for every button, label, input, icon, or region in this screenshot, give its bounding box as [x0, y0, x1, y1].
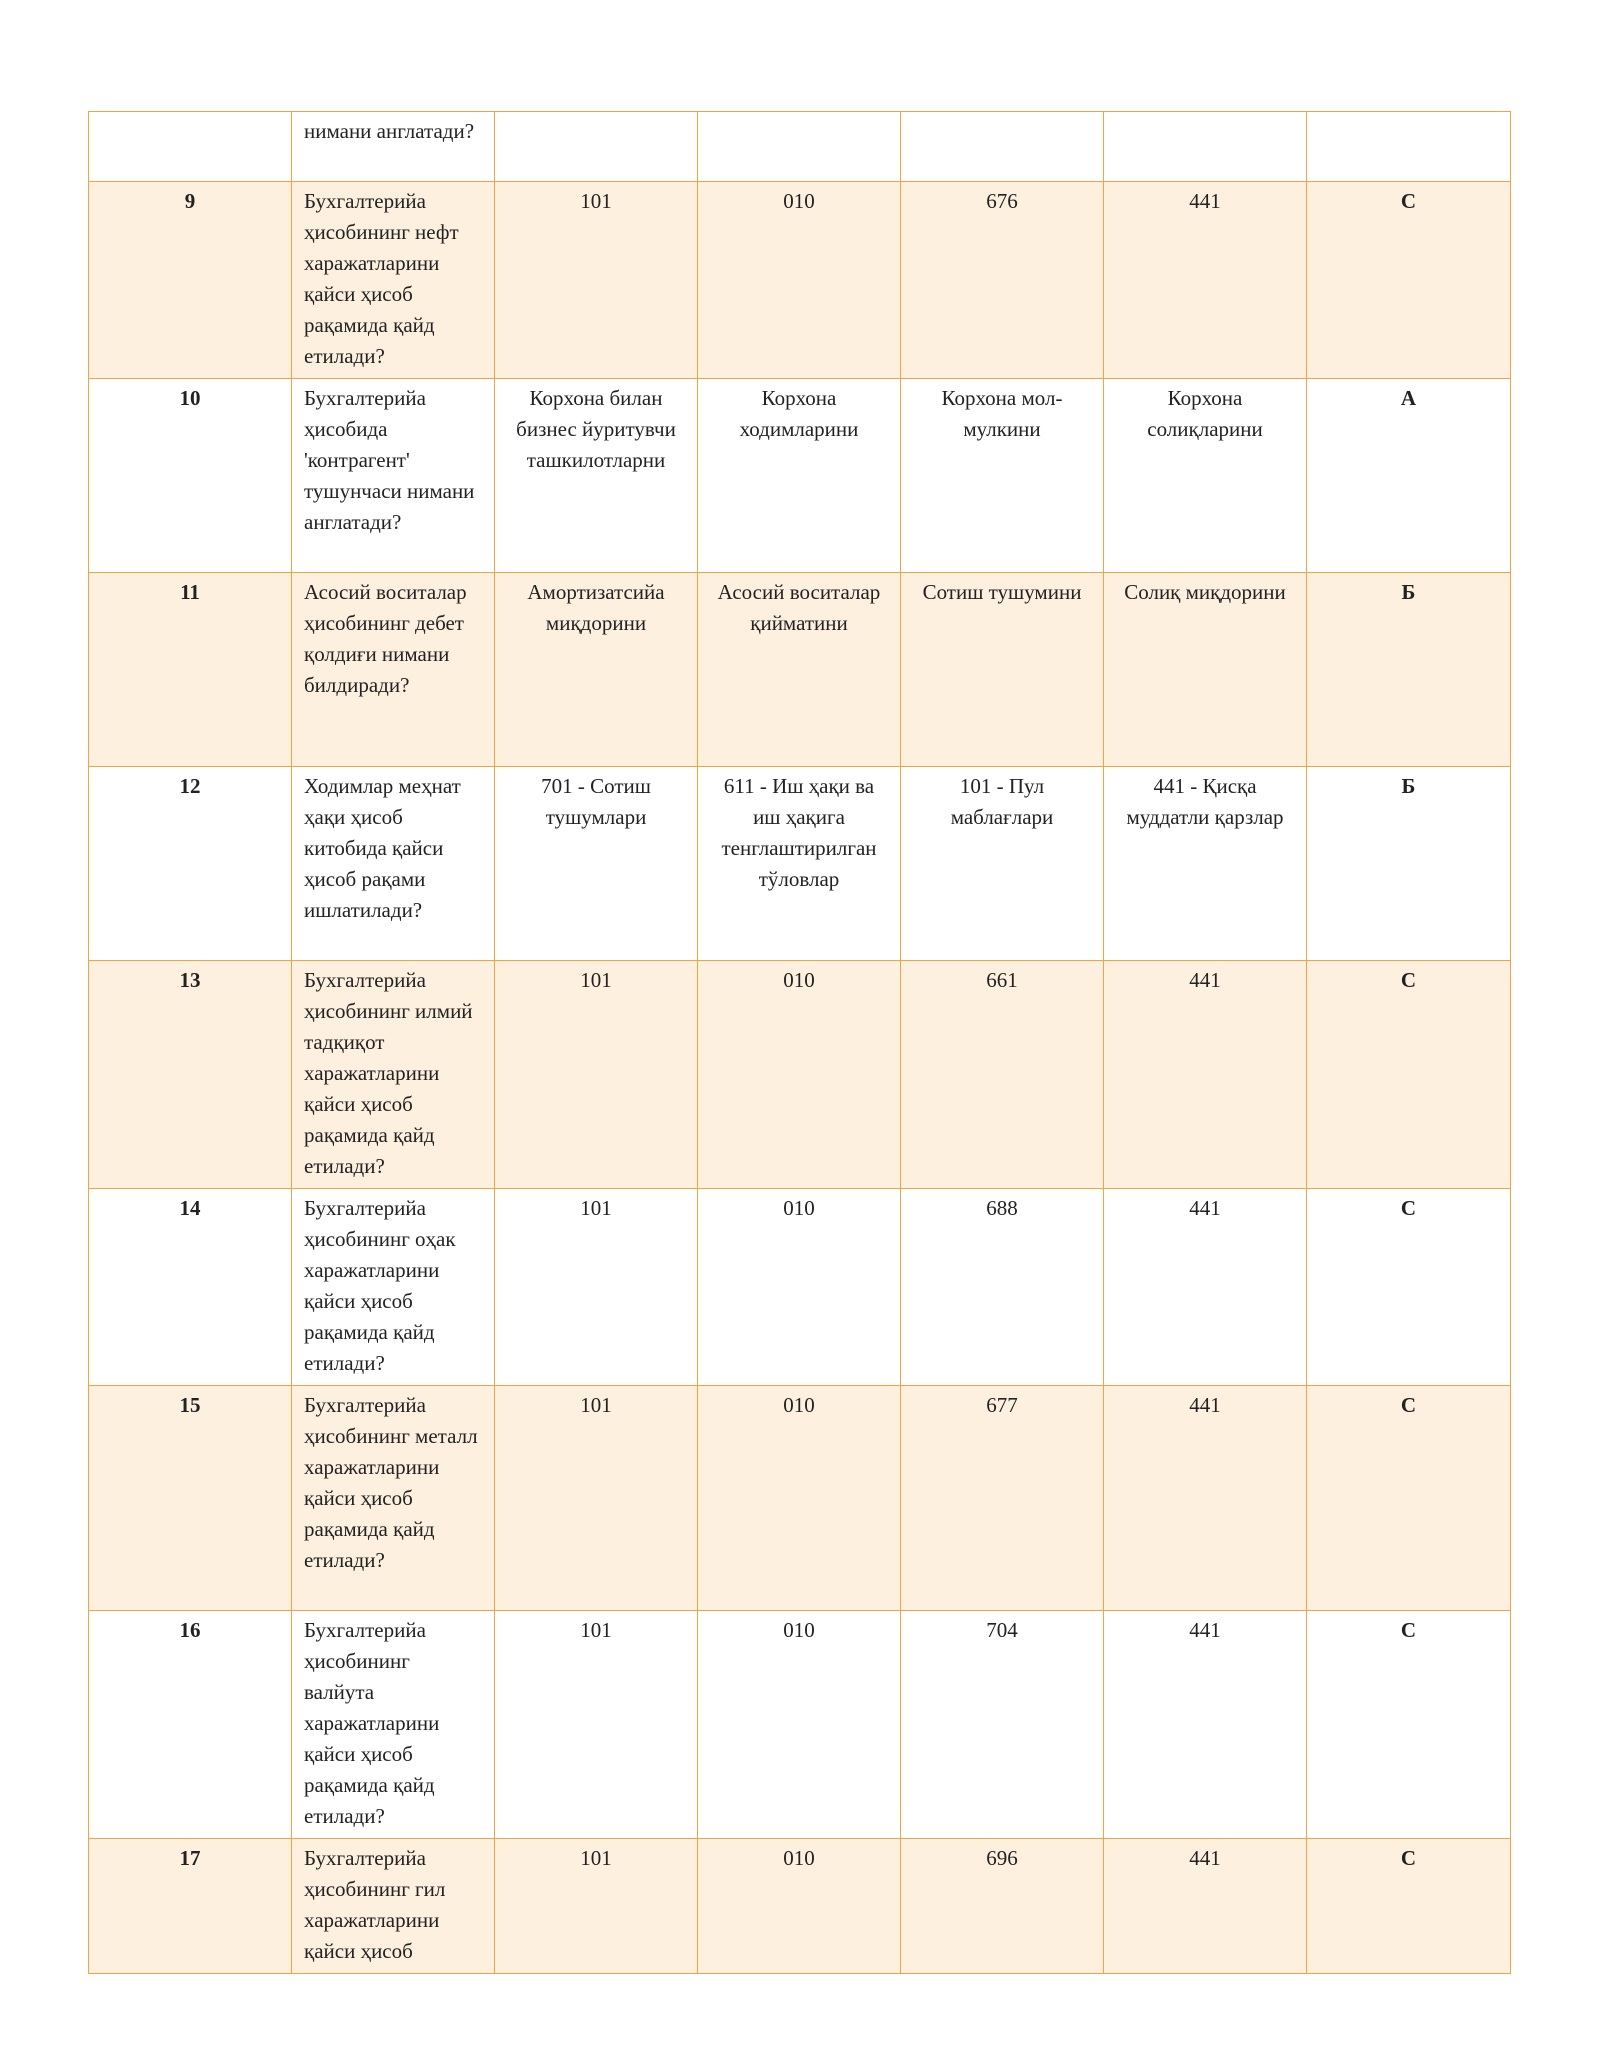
correct-answer: C	[1307, 182, 1511, 379]
option-d: 441	[1104, 1386, 1307, 1611]
question-text: Бухгалтерийа ҳисобида 'контрагент' тушунчаси нимани англатади?	[292, 379, 495, 573]
question-text: Бухгалтерийа ҳисобининг илмий тадқиқот харажатларини қайси ҳисоб рақамида қайд етилади?	[292, 961, 495, 1189]
question-text: Ходимлар меҳнат ҳақи ҳисоб китобида қайси ҳисоб рақами ишлатилади?	[292, 767, 495, 961]
option-d: 441	[1104, 961, 1307, 1189]
question-number: 10	[89, 379, 292, 573]
option-c: 101 - Пул маблағлари	[901, 767, 1104, 961]
table-row	[89, 961, 1511, 1189]
option-b: 010	[698, 182, 901, 379]
option-b: 010	[698, 1839, 901, 1974]
option-a: 101	[495, 1611, 698, 1839]
correct-answer: C	[1307, 1611, 1511, 1839]
question-number	[89, 112, 292, 182]
option-d: 441	[1104, 1611, 1307, 1839]
option-b: 010	[698, 1386, 901, 1611]
question-text: Бухгалтерийа ҳисобининг нефт харажатларини қайси ҳисоб рақамида қайд етилади?	[292, 182, 495, 379]
question-number: 14	[89, 1189, 292, 1386]
correct-answer	[1307, 112, 1511, 182]
correct-answer: C	[1307, 1189, 1511, 1386]
correct-answer: C	[1307, 961, 1511, 1189]
question-text: Бухгалтерийа ҳисобининг гил харажатларини қайси ҳисоб	[292, 1839, 495, 1974]
question-number: 11	[89, 573, 292, 767]
option-c: 661	[901, 961, 1104, 1189]
table-row	[89, 1611, 1511, 1839]
correct-answer: Б	[1307, 767, 1511, 961]
option-c: Корхона мол-мулкини	[901, 379, 1104, 573]
option-a: 101	[495, 1386, 698, 1611]
question-text: нимани англатади?	[292, 112, 495, 182]
correct-answer: А	[1307, 379, 1511, 573]
question-number: 9	[89, 182, 292, 379]
option-b: 611 - Иш ҳақи ва иш ҳақига тенглаштирилган тўловлар	[698, 767, 901, 961]
option-b: 010	[698, 961, 901, 1189]
question-text: Бухгалтерийа ҳисобининг металл харажатларини қайси ҳисоб рақамида қайд етилади?	[292, 1386, 495, 1611]
correct-answer: Б	[1307, 573, 1511, 767]
quiz-table-body	[89, 112, 1511, 1974]
option-c	[901, 112, 1104, 182]
option-c: Сотиш тушумини	[901, 573, 1104, 767]
table-row	[89, 182, 1511, 379]
option-d: 441	[1104, 1189, 1307, 1386]
table-row	[89, 1386, 1511, 1611]
option-b	[698, 112, 901, 182]
option-b: Асосий воситалар қийматини	[698, 573, 901, 767]
question-number: 16	[89, 1611, 292, 1839]
question-text: Бухгалтерийа ҳисобининг валйута харажатларини қайси ҳисоб рақамида қайд етилади?	[292, 1611, 495, 1839]
option-c: 677	[901, 1386, 1104, 1611]
question-text: Асосий воситалар ҳисобининг дебет қолдиғи нимани билдиради?	[292, 573, 495, 767]
option-c: 704	[901, 1611, 1104, 1839]
question-text: Бухгалтерийа ҳисобининг оҳак харажатларини қайси ҳисоб рақамида қайд етилади?	[292, 1189, 495, 1386]
correct-answer: C	[1307, 1386, 1511, 1611]
question-number: 17	[89, 1839, 292, 1974]
table-row	[89, 1189, 1511, 1386]
option-a: Амортизатсийа миқдорини	[495, 573, 698, 767]
option-d: Солиқ миқдорини	[1104, 573, 1307, 767]
table-row	[89, 1839, 1511, 1974]
option-b: 010	[698, 1611, 901, 1839]
option-d: 441	[1104, 1839, 1307, 1974]
table-row	[89, 379, 1511, 573]
option-a	[495, 112, 698, 182]
table-row	[89, 573, 1511, 767]
option-a: 701 - Сотиш тушумлари	[495, 767, 698, 961]
option-d: Корхона солиқларини	[1104, 379, 1307, 573]
table-row	[89, 767, 1511, 961]
table-row	[89, 112, 1511, 182]
option-b: Корхона ходимларини	[698, 379, 901, 573]
option-a: 101	[495, 961, 698, 1189]
quiz-table	[88, 111, 1511, 1974]
option-a: 101	[495, 1839, 698, 1974]
option-d: 441 - Қисқа муддатли қарзлар	[1104, 767, 1307, 961]
document-page	[88, 111, 1510, 1974]
option-d: 441	[1104, 182, 1307, 379]
option-d	[1104, 112, 1307, 182]
option-b: 010	[698, 1189, 901, 1386]
question-number: 13	[89, 961, 292, 1189]
option-c: 676	[901, 182, 1104, 379]
question-number: 15	[89, 1386, 292, 1611]
question-number: 12	[89, 767, 292, 961]
option-a: 101	[495, 1189, 698, 1386]
correct-answer: C	[1307, 1839, 1511, 1974]
option-a: Корхона билан бизнес йуритувчи ташкилотларни	[495, 379, 698, 573]
option-a: 101	[495, 182, 698, 379]
option-c: 688	[901, 1189, 1104, 1386]
option-c: 696	[901, 1839, 1104, 1974]
